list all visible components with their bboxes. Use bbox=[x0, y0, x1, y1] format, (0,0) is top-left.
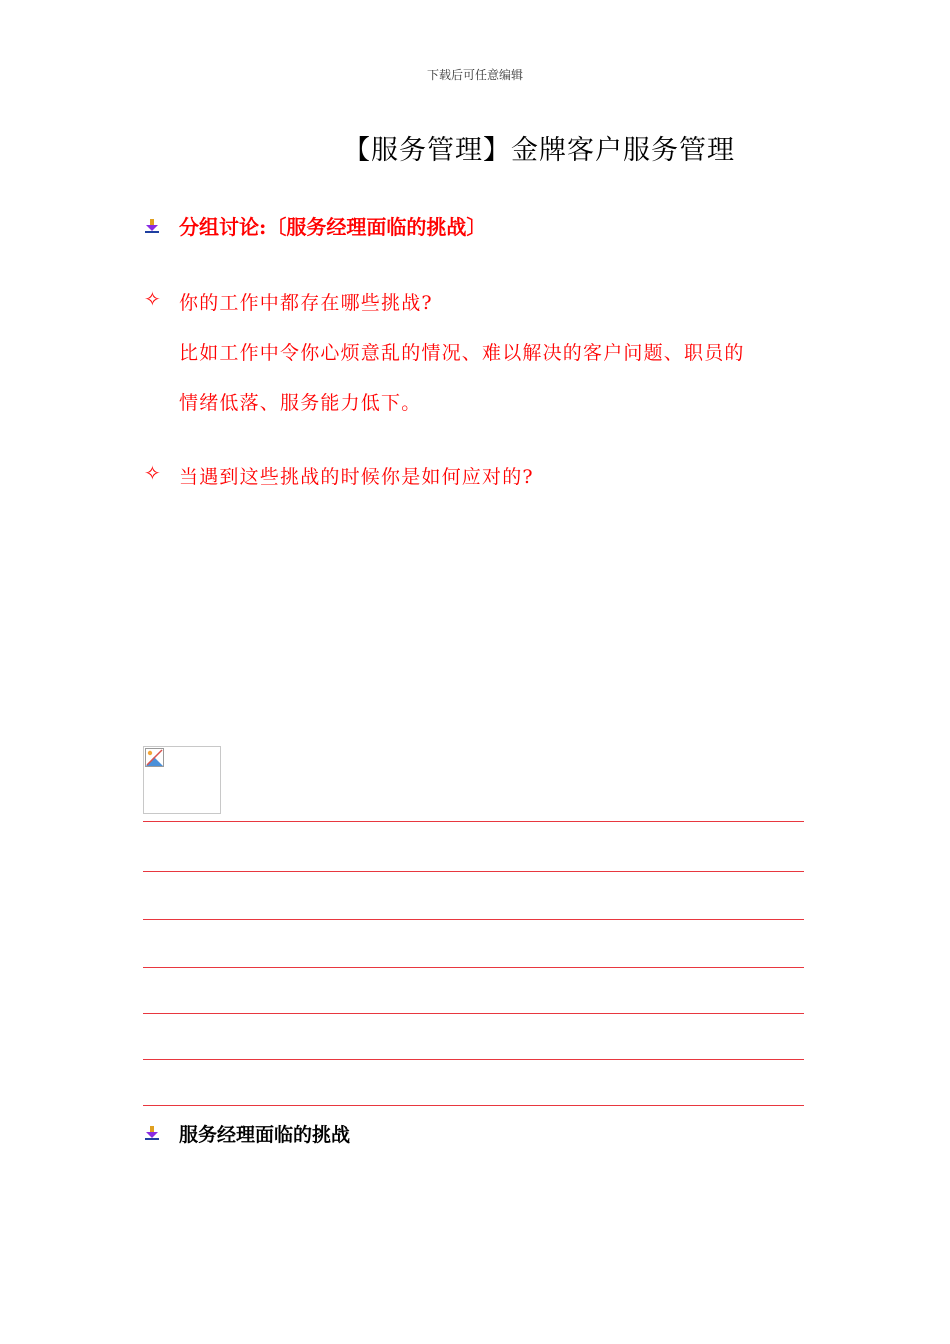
question-line: 当遇到这些挑战的时候你是如何应对的? bbox=[179, 466, 534, 488]
question-line: 你的工作中都存在哪些挑战? bbox=[179, 292, 433, 314]
diamond-bullet-icon: ✧ bbox=[144, 287, 161, 311]
diamond-bullet-icon: ✧ bbox=[144, 461, 161, 485]
arrow-bullet-icon bbox=[143, 1125, 161, 1141]
section-heading-discussion: 分组讨论:〔服务经理面临的挑战〕 bbox=[179, 215, 487, 239]
writing-line bbox=[143, 821, 804, 822]
writing-line bbox=[143, 1013, 804, 1014]
header-note: 下载后可任意编辑 bbox=[426, 68, 523, 82]
writing-line bbox=[143, 967, 804, 968]
broken-image-icon bbox=[145, 748, 164, 767]
question-detail-line: 比如工作中令你心烦意乱的情况、难以解决的客户问题、职员的 bbox=[179, 342, 745, 364]
writing-line bbox=[143, 1059, 804, 1060]
writing-line bbox=[143, 1105, 804, 1106]
writing-line bbox=[143, 871, 804, 872]
page-title: 【服务管理】金牌客户服务管理 bbox=[343, 135, 735, 166]
arrow-bullet-icon bbox=[143, 218, 161, 234]
writing-line bbox=[143, 919, 804, 920]
image-placeholder bbox=[143, 746, 221, 814]
question-detail-line: 情绪低落、服务能力低下。 bbox=[179, 392, 422, 414]
section-heading-challenges: 服务经理面临的挑战 bbox=[179, 1124, 351, 1146]
